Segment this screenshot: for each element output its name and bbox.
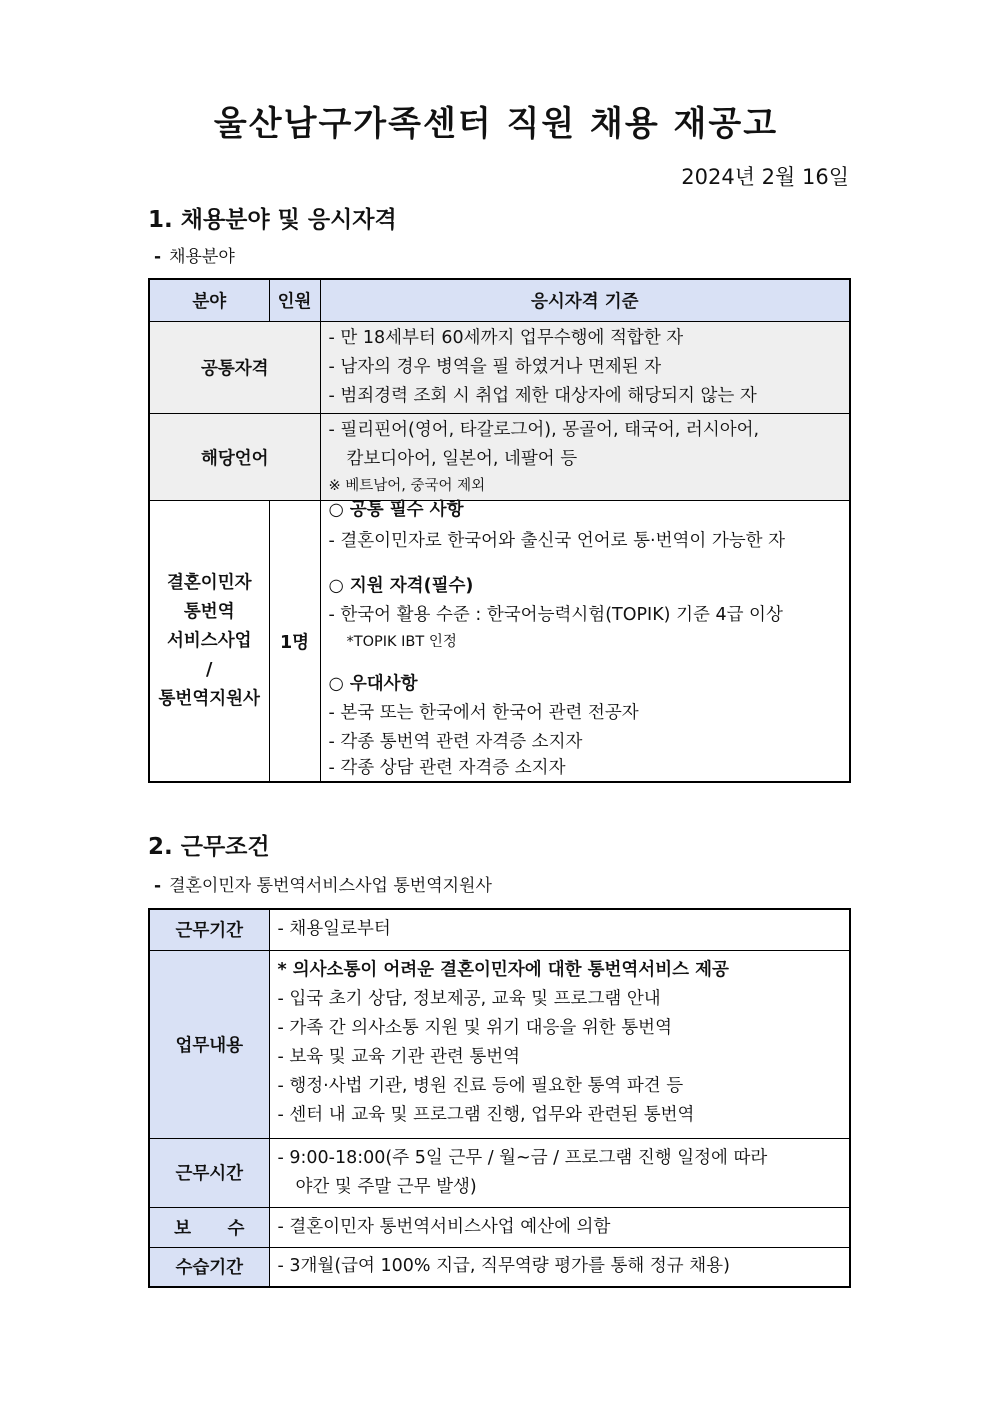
pay-row (149, 1207, 850, 1247)
common-line: - 범죄경력 조회 시 취업 제한 대상자에 해당되지 않는 자 (328, 386, 757, 406)
page-title: 울산남구가족센터 직원 채용 재공고 (213, 104, 779, 144)
job-label (149, 501, 269, 783)
job-label-line: 통번역지원사 (158, 688, 260, 709)
preference-heading: ○ 우대사항 (328, 674, 418, 694)
job-row (149, 501, 850, 783)
common-label: 공통자격 (149, 322, 320, 414)
common-row (149, 322, 850, 414)
probation-row (149, 1247, 850, 1287)
section1-heading: 1. 채용분야 및 응시자격 (148, 207, 397, 233)
hours-line: - 9:00-18:00(주 5일 근무 / 월~금 / 프로그램 진행 일정에 따라 (277, 1147, 768, 1168)
duties-heading: * 의사소통이 어려운 결혼이민자에 대한 통번역서비스 제공 (277, 959, 729, 980)
work-conditions-table (148, 908, 851, 1288)
job-count: 1명 (269, 501, 320, 783)
job-label-line: / (206, 659, 213, 680)
period-label: 근무기간 (149, 909, 269, 950)
language-row (149, 414, 850, 501)
header-criteria: 응시자격 기준 (320, 279, 850, 322)
period-row (149, 909, 850, 950)
language-criteria (320, 414, 850, 501)
language-note: ※ 베트남어, 중국어 제외 (328, 478, 486, 494)
section2-sub: - 결혼이민자 통번역서비스사업 통번역지원사 (154, 876, 492, 896)
hours-label: 근무시간 (149, 1138, 269, 1207)
duty-line: - 보육 및 교육 기관 관련 통번역 (277, 1046, 521, 1067)
probation-value: - 3개월(급여 100% 지급, 직무역량 평가를 통해 정규 채용) (269, 1247, 850, 1287)
preference-line: - 각종 통번역 관련 자격증 소지자 (328, 732, 583, 752)
job-label-line: 결혼이민자 (166, 572, 252, 593)
qualification-heading: ○ 지원 자격(필수) (328, 576, 474, 596)
common-required-heading: ○ 공통 필수 사항 (328, 500, 464, 520)
pay-label: 보 수 (149, 1207, 269, 1247)
section2-sub-text: 결혼이민자 통번역서비스사업 통번역지원사 (169, 876, 492, 896)
recruitment-table (148, 278, 851, 783)
common-line: - 만 18세부터 60세까지 업무수행에 적합한 자 (328, 328, 684, 348)
language-line: 캄보디아어, 일본어, 네팔어 등 (346, 449, 578, 469)
hours-value (269, 1138, 850, 1207)
common-required-line: - 결혼이민자로 한국어와 출신국 언어로 통·번역이 가능한 자 (328, 531, 786, 551)
preference-line: - 각종 상담 관련 자격증 소지자 (328, 758, 566, 778)
duty-line: - 입국 초기 상담, 정보제공, 교육 및 프로그램 안내 (277, 988, 661, 1009)
duties-row (149, 950, 850, 1138)
common-criteria (320, 322, 850, 414)
duty-line: - 가족 간 의사소통 지원 및 위기 대응을 위한 통번역 (277, 1017, 672, 1038)
hours-line: 야간 및 주말 근무 발생) (295, 1176, 477, 1197)
common-line: - 남자의 경우 병역을 필 하였거나 면제된 자 (328, 357, 662, 377)
period-value: - 채용일로부터 (269, 909, 850, 950)
duty-line: - 행정·사법 기관, 병원 진료 등에 필요한 통역 파견 등 (277, 1075, 684, 1096)
header-field: 분야 (149, 279, 269, 322)
preference-line: - 본국 또는 한국에서 한국어 관련 전공자 (328, 703, 639, 723)
header-count: 인원 (269, 279, 320, 322)
duties-value (269, 950, 850, 1138)
language-label: 해당언어 (149, 414, 320, 501)
table-header-row (149, 279, 850, 322)
probation-label: 수습기간 (149, 1247, 269, 1287)
job-label-line: 서비스사업 (166, 630, 252, 651)
qualification-line: - 한국어 활용 수준 : 한국어능력시험(TOPIK) 기준 4급 이상 (328, 605, 783, 625)
notice-date: 2024년 2월 16일 (681, 165, 849, 189)
qualification-note: *TOPIK IBT 인정 (346, 634, 457, 650)
pay-value: - 결혼이민자 통번역서비스사업 예산에 의함 (269, 1207, 850, 1247)
duties-label: 업무내용 (149, 950, 269, 1138)
language-line: - 필리핀어(영어, 타갈로그어), 몽골어, 태국어, 러시아어, (328, 420, 760, 440)
section1-sub: - 채용분야 (154, 247, 235, 267)
section1-sub-text: 채용분야 (169, 247, 235, 267)
job-label-line: 통번역 (183, 601, 235, 622)
job-criteria (320, 501, 850, 783)
duty-line: - 센터 내 교육 및 프로그램 진행, 업무와 관련된 통번역 (277, 1104, 695, 1125)
hours-row (149, 1138, 850, 1207)
section2-heading: 2. 근무조건 (148, 834, 270, 860)
